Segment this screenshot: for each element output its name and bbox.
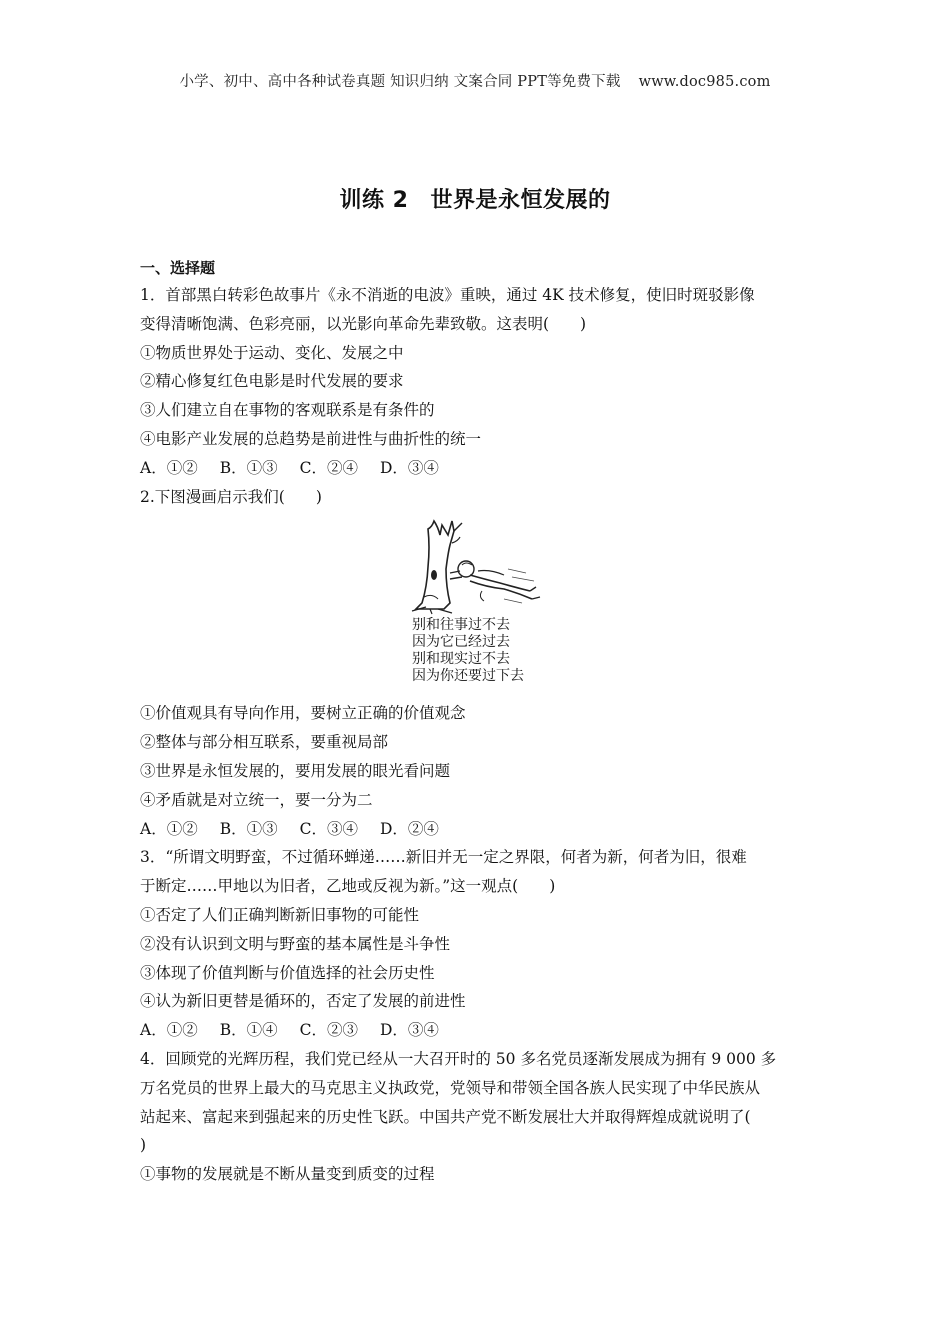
q3-stem-line: 3．“所谓文明野蛮，不过循环蝉递……新旧并无一定之界限，何者为新，何者为旧，很难 [140, 848, 747, 867]
content [140, 255, 816, 1189]
answer-a: A．①② [140, 819, 198, 838]
question-4 [140, 1045, 816, 1189]
q4-stem-line: 万名党员的世界上最大的马克思主义执政党，党领导和带领全国各族人民实现了中华民族从 [140, 1078, 761, 1097]
q1-answers [140, 454, 816, 483]
q4-stem-line: 4．回顾党的光辉历程，我们党已经从一大召开时的 50 多名党员逐渐发展成为拥有 9 000 多 [140, 1049, 777, 1068]
q1-stem-line: 1．首部黑白转彩色故事片《永不消逝的电波》重映，通过 4K 技术修复，使旧时斑驳影像 [140, 286, 755, 304]
answer-d: D．③④ [379, 1021, 439, 1040]
page-title [0, 183, 950, 214]
caption-line: 别和往事过不去 [412, 617, 510, 634]
answer-a: A．①② [140, 1021, 198, 1040]
title-topic: 世界是永恒发展的 [430, 188, 611, 213]
q3-stem-line: 于断定……甲地以为旧者，乙地或反视为新。”这一观点( ) [140, 877, 556, 896]
q2-option: ③世界是永恒发展的，要用发展的眼光看问题 [140, 761, 451, 780]
answer-c: C．②④ [299, 458, 358, 477]
page-header [0, 70, 950, 91]
cartoon-tree-person-illustration [408, 517, 548, 615]
question-2 [140, 483, 816, 844]
q4-option: ①事物的发展就是不断从量变到质变的过程 [140, 1165, 435, 1184]
q2-option: ②整体与部分相互联系，要重视局部 [140, 733, 389, 752]
question-3 [140, 843, 816, 1045]
caption-line: 因为它已经过去 [412, 634, 510, 651]
answer-b: B．①③ [219, 458, 278, 477]
title-lesson: 训练 2 [339, 188, 409, 213]
q2-option: ①价值观具有导向作用，要树立正确的价值观念 [140, 704, 466, 723]
q1-option: ④电影产业发展的总趋势是前进性与曲折性的统一 [140, 429, 482, 448]
q1-stem-line: 变得清晰饱满、色彩亮丽，以光影向革命先辈致敬。这表明( ) [140, 314, 587, 333]
q1-option: ②精心修复红色电影是时代发展的要求 [140, 372, 404, 391]
cartoon-figure [140, 517, 816, 697]
answer-c: C．③④ [299, 819, 358, 838]
q4-stem-line: 站起来、富起来到强起来的历史性飞跃。中国共产党不断发展壮大并取得辉煌成就说明了( [140, 1107, 751, 1126]
q3-option: ①否定了人们正确判断新旧事物的可能性 [140, 905, 420, 924]
answer-b: B．①④ [219, 1021, 278, 1040]
q3-option: ④认为新旧更替是循环的，否定了发展的前进性 [140, 992, 466, 1011]
q1-option: ③人们建立自在事物的客观联系是有条件的 [140, 401, 435, 420]
q3-option: ③体现了价值判断与价值选择的社会历史性 [140, 963, 435, 982]
cartoon-caption [412, 617, 524, 685]
header-text: 小学、初中、高中各种试卷真题 知识归纳 文案合同 PPT等免费下载 [179, 74, 621, 90]
question-1 [140, 281, 816, 483]
answer-b: B．①③ [219, 819, 278, 838]
answer-a: A．①② [140, 458, 198, 477]
caption-line: 别和现实过不去 [412, 651, 510, 668]
q2-answers [140, 815, 816, 844]
header-url[interactable]: www.doc985.com [638, 74, 771, 90]
q4-stem-line: ) [140, 1136, 147, 1155]
answer-d: D．②④ [379, 819, 439, 838]
q3-option: ②没有认识到文明与野蛮的基本属性是斗争性 [140, 934, 451, 953]
answer-d: D．③④ [379, 458, 439, 477]
caption-line: 因为你还要过下去 [412, 668, 524, 685]
q2-option: ④矛盾就是对立统一，要一分为二 [140, 790, 373, 809]
answer-c: C．②③ [299, 1021, 358, 1040]
q2-stem: 2.下图漫画启示我们( ) [140, 487, 322, 506]
section-heading: 一、选择题 [140, 259, 216, 277]
q1-option: ①物质世界处于运动、变化、发展之中 [140, 343, 404, 362]
q3-answers [140, 1016, 816, 1045]
